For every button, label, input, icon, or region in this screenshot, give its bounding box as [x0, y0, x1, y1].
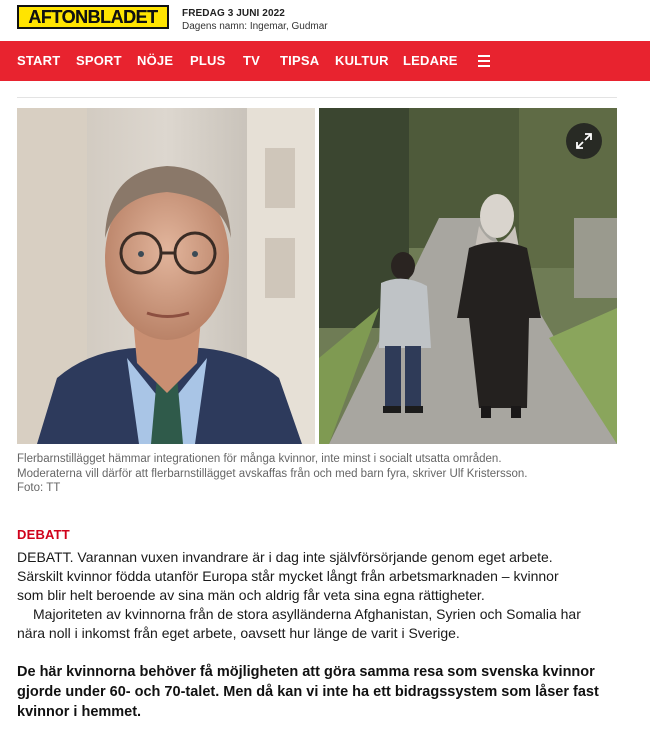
expand-arrows-icon [576, 133, 592, 149]
nav-item-sport[interactable]: SPORT [76, 53, 122, 68]
logo-text: AFTONBLADET [28, 7, 158, 27]
divider [17, 97, 617, 98]
body-line: DEBATT. Varannan vuxen invandrare är i dag inte självförsörjande genom eget arbete. [17, 549, 553, 565]
caption-line: Flerbarnstillägget hämmar integrationen för många kvinnor, inte minst i socialt utsatta områden. [17, 453, 502, 465]
article-kicker[interactable]: DEBATT [17, 527, 70, 542]
hamburger-menu-icon[interactable] [478, 55, 490, 67]
article-highlight [17, 662, 637, 722]
article-body [17, 548, 627, 643]
highlight-line: De här kvinnorna behöver få möjligheten att göra samma resa som svenska kvinnor [17, 664, 595, 680]
portrait-photo [17, 108, 315, 444]
portrait-illustration [17, 108, 315, 444]
street-photo [319, 108, 617, 444]
nav-item-plus[interactable]: PLUS [190, 53, 226, 68]
body-line: Majoriteten av kvinnorna från de stora asylländerna Afghanistan, Syrien och Somalia har [33, 606, 581, 622]
caption-line: Moderaterna vill därför att flerbarnstillägget avskaffas från och med barn fyra, skriver Ulf Kristersson. [17, 467, 528, 480]
street-illustration [319, 108, 617, 444]
dateline [182, 7, 328, 33]
name-day: Dagens namn: Ingemar, Gudmar [182, 21, 328, 32]
site-header [0, 0, 650, 40]
body-line: som blir helt beroende av sina män och aldrig får veta sina egna rättigheter. [17, 587, 485, 603]
photo-credit: Foto: TT [17, 482, 61, 494]
main-nav [0, 41, 650, 81]
current-date: FREDAG 3 JUNI 2022 [182, 8, 285, 19]
nav-item-kultur[interactable]: KULTUR [335, 53, 389, 68]
nav-item-ledare[interactable]: LEDARE [403, 53, 458, 68]
nav-item-noje[interactable]: NÖJE [137, 53, 174, 68]
expand-image-button[interactable] [566, 123, 602, 159]
highlight-line: gjorde under 60- och 70-talet. Men då kan vi inte ha ett bidragssystem som låser fast [17, 684, 599, 700]
nav-item-tipsa[interactable]: TIPSA [280, 53, 320, 68]
body-line: Särskilt kvinnor födda utanför Europa står mycket långt från arbetsmarknaden – kvinnor [17, 568, 559, 584]
image-caption [17, 452, 617, 496]
nav-item-start[interactable]: START [17, 53, 61, 68]
highlight-line: kvinnor i hemmet. [17, 704, 142, 720]
aftonbladet-logo[interactable] [17, 5, 169, 29]
nav-item-tv[interactable]: TV [243, 53, 261, 68]
body-line: nära noll i inkomst från eget arbete, oavsett hur länge de varit i Sverige. [17, 625, 460, 641]
